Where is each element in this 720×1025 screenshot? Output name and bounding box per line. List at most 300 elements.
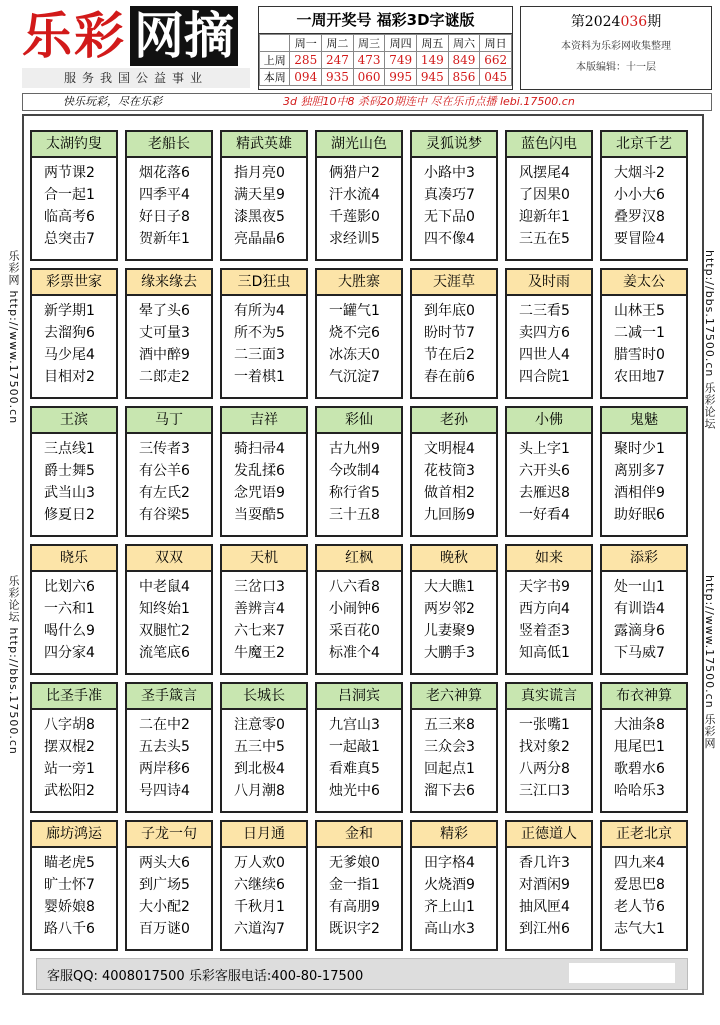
card-title: 老孙 [412, 408, 496, 434]
row-label: 上周 [260, 52, 290, 69]
riddle-card [600, 820, 688, 951]
card-title: 吕洞宾 [317, 684, 401, 710]
card-line: 婴娇娘8 [44, 899, 95, 915]
card-line: 一张嘴1 [519, 717, 570, 733]
banner-slogan: 快乐玩彩，尽在乐彩 [63, 95, 162, 108]
card-line: 露滴身6 [614, 623, 665, 639]
card-line: 当耍酷5 [234, 507, 285, 523]
card-title: 蓝色闪电 [507, 132, 591, 158]
card-line: 四分家4 [44, 645, 95, 661]
card-line: 风摆尾4 [519, 165, 570, 181]
card-line: 甩尾巴1 [614, 739, 665, 755]
logo-black-text: 网摘 [130, 6, 238, 66]
card-line: 有高朋9 [329, 899, 380, 915]
riddle-board [22, 114, 704, 995]
card-line: 两头大6 [139, 855, 190, 871]
riddle-card [505, 406, 593, 537]
riddle-card [315, 682, 403, 813]
week-header: 周二 [322, 35, 354, 52]
card-line: 百万谜0 [139, 921, 190, 937]
card-line: 小路中3 [424, 165, 475, 181]
banner [22, 93, 712, 111]
riddle-card [410, 682, 498, 813]
card-line: 烛光中6 [329, 783, 380, 799]
card-title: 精彩 [412, 822, 496, 848]
card-line: 田字格4 [424, 855, 475, 871]
card-title: 金和 [317, 822, 401, 848]
row-label: 本周 [260, 69, 290, 86]
card-line: 二郎走2 [139, 369, 190, 385]
result-cell: 149 [417, 52, 449, 69]
week-header: 周三 [353, 35, 385, 52]
card-line: 发乱揉6 [234, 463, 285, 479]
result-cell: 856 [448, 69, 480, 86]
card-title: 小佛 [507, 408, 591, 434]
card-title: 缘来缘去 [127, 270, 211, 296]
card-title: 马丁 [127, 408, 211, 434]
card-line: 大鹏手3 [424, 645, 475, 661]
card-line: 四世人4 [519, 347, 570, 363]
card-line: 哈哈乐3 [614, 783, 665, 799]
card-line: 三五在5 [519, 231, 570, 247]
riddle-card [30, 682, 118, 813]
card-line: 指月亮0 [234, 165, 285, 181]
logo-red-text: 乐彩 [22, 7, 126, 65]
result-cell: 473 [353, 52, 385, 69]
card-line: 火烧酒9 [424, 877, 475, 893]
result-cell: 045 [480, 69, 512, 86]
card-line: 真凑巧7 [424, 187, 475, 203]
card-line: 西方向4 [519, 601, 570, 617]
result-cell: 935 [322, 69, 354, 86]
result-cell: 094 [290, 69, 322, 86]
card-line: 头上字1 [519, 441, 570, 457]
card-line: 总突击7 [44, 231, 95, 247]
card-line: 四不像4 [424, 231, 475, 247]
card-line: 爱思巴8 [614, 877, 665, 893]
card-title: 比圣手准 [32, 684, 116, 710]
card-line: 漆黑夜5 [234, 209, 285, 225]
logo [22, 6, 250, 66]
week-header: 周日 [480, 35, 512, 52]
card-line: 看难真5 [329, 761, 380, 777]
card-line: 八月潮8 [234, 783, 285, 799]
riddle-card [220, 820, 308, 951]
issue-suffix: 期 [647, 14, 662, 30]
card-title: 晓乐 [32, 546, 116, 572]
card-line: 竖着歪3 [519, 623, 570, 639]
card-line: 齐上山1 [424, 899, 475, 915]
riddle-card [410, 130, 498, 261]
card-line: 古九州9 [329, 441, 380, 457]
riddle-card [315, 820, 403, 951]
card-line: 三岔口3 [234, 579, 285, 595]
card-title: 老六神算 [412, 684, 496, 710]
card-line: 善辨言4 [234, 601, 285, 617]
card-line: 武当山3 [44, 485, 95, 501]
card-line: 一起敲1 [329, 739, 380, 755]
card-title: 王滨 [32, 408, 116, 434]
issue-panel [520, 6, 712, 90]
card-line: 助好眠6 [614, 507, 665, 523]
riddle-card [315, 544, 403, 675]
card-title: 老船长 [127, 132, 211, 158]
card-line: 大烟斗2 [614, 165, 665, 181]
card-line: 九回肠9 [424, 507, 475, 523]
card-line: 两岸移6 [139, 761, 190, 777]
riddle-card [315, 130, 403, 261]
card-line: 号四诗4 [139, 783, 190, 799]
panel-title: 一周开奖号 福彩3D字谜版 [259, 7, 512, 34]
riddle-card [30, 820, 118, 951]
card-title: 大胜寨 [317, 270, 401, 296]
riddle-card [410, 820, 498, 951]
card-line: 三十五8 [329, 507, 380, 523]
riddle-card [220, 130, 308, 261]
card-line: 到北极4 [234, 761, 285, 777]
card-line: 有公羊6 [139, 463, 190, 479]
card-line: 五三来8 [424, 717, 475, 733]
card-line: 八六看8 [329, 579, 380, 595]
card-line: 修夏日2 [44, 507, 95, 523]
riddle-card [600, 682, 688, 813]
card-line: 小闹钟6 [329, 601, 380, 617]
card-line: 高山水3 [424, 921, 475, 937]
card-line: 气沉淀7 [329, 369, 380, 385]
card-line: 今改制4 [329, 463, 380, 479]
card-line: 满天星9 [234, 187, 285, 203]
week-header: 周四 [385, 35, 417, 52]
card-line: 盼时节7 [424, 325, 475, 341]
card-line: 二三面3 [234, 347, 285, 363]
riddle-card [30, 406, 118, 537]
card-line: 一着棋1 [234, 369, 285, 385]
card-title: 湖光山色 [317, 132, 401, 158]
riddle-card [505, 268, 593, 399]
card-line: 所不为5 [234, 325, 285, 341]
card-line: 做首相2 [424, 485, 475, 501]
card-line: 知高低1 [519, 645, 570, 661]
card-line: 称行省5 [329, 485, 380, 501]
riddle-card [600, 544, 688, 675]
card-title: 正德道人 [507, 822, 591, 848]
card-line: 酒中醉9 [139, 347, 190, 363]
card-title: 三D狂虫 [222, 270, 306, 296]
card-line: 叠罗汉8 [614, 209, 665, 225]
footer-blank-box [569, 963, 675, 983]
card-line: 卖四方6 [519, 325, 570, 341]
card-title: 彩仙 [317, 408, 401, 434]
card-line: 牛魔王2 [234, 645, 285, 661]
card-line: 三传者3 [139, 441, 190, 457]
results-table [259, 34, 512, 86]
riddle-card [410, 544, 498, 675]
card-line: 武松阳2 [44, 783, 95, 799]
card-line: 到年底0 [424, 303, 475, 319]
card-title: 北京千艺 [602, 132, 686, 158]
card-title: 吉祥 [222, 408, 306, 434]
card-line: 四合院1 [519, 369, 570, 385]
result-cell: 749 [385, 52, 417, 69]
corner-cell [260, 35, 290, 52]
card-line: 有训诰4 [614, 601, 665, 617]
card-title: 如来 [507, 546, 591, 572]
card-line: 腊雪时0 [614, 347, 665, 363]
card-line: 去雁迟8 [519, 485, 570, 501]
card-title: 添彩 [602, 546, 686, 572]
card-line: 老人节6 [614, 899, 665, 915]
riddle-card [410, 406, 498, 537]
card-line: 汗水流4 [329, 187, 380, 203]
result-cell: 060 [353, 69, 385, 86]
card-line: 骑扫帚4 [234, 441, 285, 457]
card-line: 到广场5 [139, 877, 190, 893]
card-line: 烧不完6 [329, 325, 380, 341]
side-text-left-bottom: 乐彩论坛 http://bbs.17500.cn [7, 575, 20, 755]
riddle-card [220, 406, 308, 537]
result-cell: 849 [448, 52, 480, 69]
issue-num: 036 [620, 14, 648, 30]
card-line: 三点线1 [44, 441, 95, 457]
result-cell: 945 [417, 69, 449, 86]
card-line: 节在后2 [424, 347, 475, 363]
draw-results-panel [258, 6, 513, 90]
card-line: 抽风匣4 [519, 899, 570, 915]
card-title: 精武英雄 [222, 132, 306, 158]
card-line: 文明棍4 [424, 441, 475, 457]
result-cell: 247 [322, 52, 354, 69]
card-line: 花枝筒3 [424, 463, 475, 479]
card-line: 两岁邻2 [424, 601, 475, 617]
card-line: 下马威7 [614, 645, 665, 661]
card-line: 三江口3 [519, 783, 570, 799]
card-title: 姜太公 [602, 270, 686, 296]
card-line: 香几许3 [519, 855, 570, 871]
card-line: 酒相伴9 [614, 485, 665, 501]
card-line: 六七来7 [234, 623, 285, 639]
source-note: 本资料为乐彩网收集整理 [561, 41, 671, 52]
card-line: 贺新年1 [139, 231, 190, 247]
result-cell: 995 [385, 69, 417, 86]
card-title: 圣手箴言 [127, 684, 211, 710]
card-line: 三众会3 [424, 739, 475, 755]
card-line: 六继续6 [234, 877, 285, 893]
riddle-card [125, 544, 213, 675]
card-line: 聚时少1 [614, 441, 665, 457]
card-line: 万人欢0 [234, 855, 285, 871]
card-line: 到江州6 [519, 921, 570, 937]
card-title: 彩票世家 [32, 270, 116, 296]
card-line: 农田地7 [614, 369, 665, 385]
slogan: 服务我国公益事业 [22, 68, 250, 88]
card-line: 马少尾4 [44, 347, 95, 363]
card-line: 小小大6 [614, 187, 665, 203]
card-line: 流笔底6 [139, 645, 190, 661]
editor-note: 本版编辑：十一层 [576, 62, 656, 73]
card-line: 一罐气1 [329, 303, 380, 319]
card-line: 新学期1 [44, 303, 95, 319]
issue-prefix: 第2024 [570, 14, 621, 30]
card-line: 二三看5 [519, 303, 570, 319]
card-line: 烟花落6 [139, 165, 190, 181]
card-line: 九宫山3 [329, 717, 380, 733]
card-line: 有左氏2 [139, 485, 190, 501]
footer [36, 958, 688, 990]
card-line: 四九来4 [614, 855, 665, 871]
card-title: 正老北京 [602, 822, 686, 848]
card-title: 廊坊鸿运 [32, 822, 116, 848]
riddle-card [125, 268, 213, 399]
riddle-card [125, 130, 213, 261]
card-line: 路八千6 [44, 921, 95, 937]
card-title: 双双 [127, 546, 211, 572]
card-line: 离别多7 [614, 463, 665, 479]
card-line: 既识字2 [329, 921, 380, 937]
week-header: 周五 [417, 35, 449, 52]
card-line: 大小配2 [139, 899, 190, 915]
card-line: 喝什么9 [44, 623, 95, 639]
card-line: 回起点1 [424, 761, 475, 777]
card-line: 千秋月1 [234, 899, 285, 915]
card-line: 五三中5 [234, 739, 285, 755]
riddle-card [220, 268, 308, 399]
card-line: 大油条8 [614, 717, 665, 733]
riddle-card [220, 544, 308, 675]
card-line: 无下品0 [424, 209, 475, 225]
card-line: 八字胡8 [44, 717, 95, 733]
riddle-card [505, 820, 593, 951]
card-title: 太湖钓叟 [32, 132, 116, 158]
card-line: 溜下去6 [424, 783, 475, 799]
riddle-card [315, 406, 403, 537]
riddle-card [30, 544, 118, 675]
riddle-card [220, 682, 308, 813]
card-line: 天字书9 [519, 579, 570, 595]
card-line: 找对象2 [519, 739, 570, 755]
card-line: 标准个4 [329, 645, 380, 661]
riddle-card [315, 268, 403, 399]
riddle-card [600, 268, 688, 399]
card-line: 瞄老虎5 [44, 855, 95, 871]
card-line: 摆双棍2 [44, 739, 95, 755]
card-line: 中老鼠4 [139, 579, 190, 595]
riddle-card [505, 544, 593, 675]
card-line: 金一指1 [329, 877, 380, 893]
card-line: 爵士舞5 [44, 463, 95, 479]
card-line: 了因果0 [519, 187, 570, 203]
card-line: 二减一1 [614, 325, 665, 341]
card-line: 一六和1 [44, 601, 95, 617]
card-line: 春在前6 [424, 369, 475, 385]
side-text-right-top: http://bbs.17500.cn 乐彩论坛 [703, 250, 716, 430]
side-text-left-top: 乐彩网 http://www.17500.cn [7, 250, 20, 425]
card-title: 鬼魅 [602, 408, 686, 434]
card-line: 目相对2 [44, 369, 95, 385]
card-line: 临高考6 [44, 209, 95, 225]
riddle-card [505, 682, 593, 813]
card-line: 对酒闲9 [519, 877, 570, 893]
card-line: 站一旁1 [44, 761, 95, 777]
riddle-card [125, 406, 213, 537]
card-title: 日月通 [222, 822, 306, 848]
card-title: 子龙一句 [127, 822, 211, 848]
card-title: 布衣神算 [602, 684, 686, 710]
card-line: 两节课2 [44, 165, 95, 181]
riddle-card [410, 268, 498, 399]
card-line: 俩猎户2 [329, 165, 380, 181]
riddle-card [30, 268, 118, 399]
card-line: 念咒语9 [234, 485, 285, 501]
card-line: 处一山1 [614, 579, 665, 595]
week-header: 周一 [290, 35, 322, 52]
card-line: 二在中2 [139, 717, 190, 733]
card-line: 八两分8 [519, 761, 570, 777]
issue-number [521, 11, 711, 31]
card-line: 知终始1 [139, 601, 190, 617]
card-line: 冰冻天0 [329, 347, 380, 363]
card-line: 六开头6 [519, 463, 570, 479]
card-line: 旷士怀7 [44, 877, 95, 893]
card-line: 儿妻聚9 [424, 623, 475, 639]
week-header: 周六 [448, 35, 480, 52]
card-line: 一好看4 [519, 507, 570, 523]
card-line: 千莲影0 [329, 209, 380, 225]
card-title: 灵狐说梦 [412, 132, 496, 158]
card-title: 长城长 [222, 684, 306, 710]
card-line: 亮晶晶6 [234, 231, 285, 247]
card-line: 有谷梁5 [139, 507, 190, 523]
card-line: 求经训5 [329, 231, 380, 247]
riddle-card [125, 820, 213, 951]
card-line: 晕了头6 [139, 303, 190, 319]
card-title: 真实谎言 [507, 684, 591, 710]
riddle-card [600, 130, 688, 261]
card-title: 及时雨 [507, 270, 591, 296]
card-line: 六道沟7 [234, 921, 285, 937]
card-line: 丈可量3 [139, 325, 190, 341]
card-line: 五去头5 [139, 739, 190, 755]
card-title: 红枫 [317, 546, 401, 572]
card-line: 四季平4 [139, 187, 190, 203]
riddle-card [30, 130, 118, 261]
card-line: 迎新年1 [519, 209, 570, 225]
riddle-card [505, 130, 593, 261]
side-text-right-bottom: http://www.17500.cn 乐彩网 [703, 575, 716, 750]
card-line: 有所为4 [234, 303, 285, 319]
card-line: 去溜狗6 [44, 325, 95, 341]
card-line: 歌碧水6 [614, 761, 665, 777]
card-line: 好日子8 [139, 209, 190, 225]
footer-contact: 客服QQ: 4008017500 乐彩客服电话:400-80-17500 [47, 969, 364, 984]
card-line: 大大瞧1 [424, 579, 475, 595]
banner-ad[interactable]: 3d 独胆10中8 杀码20期连中 尽在乐币点播 lebi.17500.cn [283, 95, 575, 108]
card-line: 山林王5 [614, 303, 665, 319]
card-line: 比划六6 [44, 579, 95, 595]
card-line: 合一起1 [44, 187, 95, 203]
card-line: 要冒险4 [614, 231, 665, 247]
card-line: 志气大1 [614, 921, 665, 937]
card-title: 天涯草 [412, 270, 496, 296]
card-title: 晚秋 [412, 546, 496, 572]
card-line: 双腿忙2 [139, 623, 190, 639]
result-cell: 285 [290, 52, 322, 69]
card-line: 注意零0 [234, 717, 285, 733]
riddle-card [125, 682, 213, 813]
card-line: 无爹娘0 [329, 855, 380, 871]
riddle-card [600, 406, 688, 537]
card-line: 采百花0 [329, 623, 380, 639]
result-cell: 662 [480, 52, 512, 69]
